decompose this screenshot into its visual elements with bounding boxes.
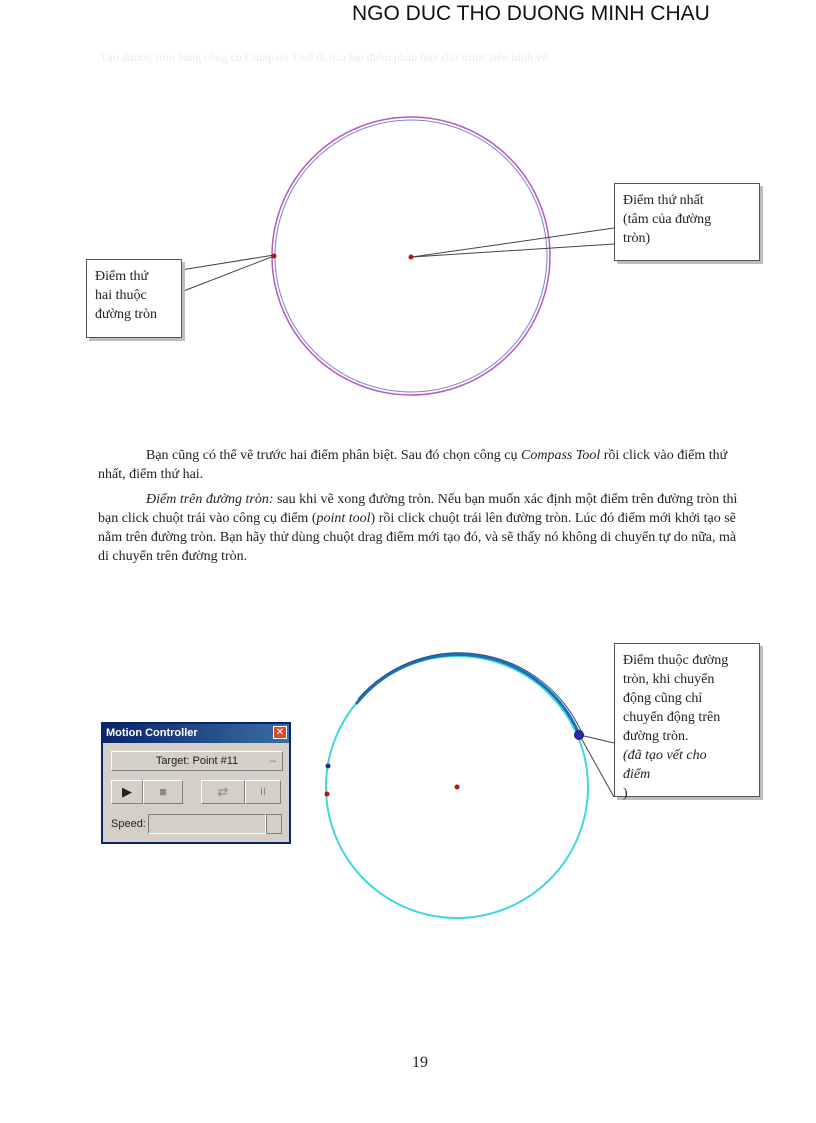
speed-label: Speed: xyxy=(111,818,146,830)
callout-edge-line-3: đường tròn xyxy=(95,307,158,322)
figure2-center-point xyxy=(455,785,460,790)
callout-fig2-line-3: động cũng chỉ xyxy=(623,691,703,706)
callout-fig2-line-1: Điểm thuộc đường xyxy=(623,653,729,668)
paragraph2-point-tool: point tool xyxy=(316,511,371,526)
paragraph2-lead: Điểm trên đường tròn: xyxy=(146,492,274,507)
callout-edge-point xyxy=(86,259,182,338)
play-button[interactable] xyxy=(111,780,143,804)
figure1-center-point xyxy=(409,255,414,260)
callout-center-leader-top xyxy=(412,228,614,257)
speed-input[interactable] xyxy=(148,814,266,834)
callout-center-point xyxy=(614,183,760,261)
stop-icon: ■ xyxy=(159,784,167,799)
figure2-moving-point xyxy=(575,731,584,740)
paragraph2-text-a: sau khi vẽ xong đường tròn. Nếu bạn muốn xác định một điểm trên đường tròn thì bạn click chuột trái vào công cụ điểm ( xyxy=(98,492,738,526)
direction-button[interactable] xyxy=(201,780,245,804)
page-number: 19 xyxy=(412,1054,428,1071)
callout-fig2-line-2: tròn, khi chuyển xyxy=(623,672,715,687)
callout-edge-line-2: hai thuộc xyxy=(95,288,147,303)
stop-button[interactable] xyxy=(143,780,183,804)
callout-edge-line-1: Điểm thứ xyxy=(95,269,149,284)
figure2-point-blue xyxy=(326,764,331,769)
motion-controller-title: Motion Controller xyxy=(106,727,198,739)
callout-fig2-line-6: (đã tạo vết cho xyxy=(623,748,707,763)
figure2-point-red xyxy=(325,792,330,797)
figure2-callout-leader-bottom xyxy=(580,736,614,797)
callout-center-line-3: tròn) xyxy=(623,231,651,246)
callout-fig2-line-5: đường tròn. xyxy=(623,729,689,744)
target-label: Target: Point #11 xyxy=(155,755,239,767)
paragraph1-compass-tool: Compass Tool xyxy=(521,448,601,463)
faint-scan-text: Tạo đường tròn bằng công cụ Compass Tool đi qua hai điểm phân biệt cho trước trên hình vẽ xyxy=(100,50,548,64)
paragraph2-text-b: ) rồi click chuột trái lên đường tròn. Lúc đó điểm mới khởi tạo sẽ nằm trên đường tròn. Bạn hãy thử dùng chuột drag điểm mới tạo đó, và sẽ thấy nó không di chuyển tự do nữa, mà di chuyển trên đường tròn. xyxy=(98,511,737,564)
chevron-down-icon: – xyxy=(269,755,276,767)
callout-center-line-1: Điểm thứ nhất xyxy=(623,193,704,208)
close-icon[interactable]: ✕ xyxy=(273,726,287,739)
pause-icon: II xyxy=(259,786,267,798)
callout-fig2-line-4: chuyển động trên xyxy=(623,710,721,725)
figure2-callout-leader-top xyxy=(580,735,614,743)
callout-fig2-line-7: điểm xyxy=(623,767,651,782)
speed-spinner[interactable] xyxy=(266,814,282,834)
paragraph1-text-b: rồi click vào điểm thứ nhất, điểm thứ hai. xyxy=(98,448,728,482)
callout-center-leader-bottom xyxy=(412,244,614,257)
motion-controller-titlebar[interactable] xyxy=(103,724,289,743)
pause-button[interactable] xyxy=(245,780,281,804)
paragraph-compass-tool xyxy=(98,446,738,484)
paragraph1-text-a: Bạn cũng có thể vẽ trước hai điểm phân biệt. Sau đó chọn công cụ xyxy=(146,448,521,463)
play-icon: ▶ xyxy=(122,784,132,799)
target-dropdown[interactable] xyxy=(111,751,283,771)
page-header: NGO DUC THO DUONG MINH CHAU xyxy=(352,2,710,25)
figure2-trace-arc xyxy=(356,655,579,734)
callout-point-on-circle xyxy=(614,643,760,801)
motion-controller-window xyxy=(101,722,291,844)
paragraph-point-on-circle xyxy=(98,490,738,566)
figure1-edge-point xyxy=(272,254,277,259)
callout-edge-leader-top xyxy=(181,255,274,270)
callout-edge-leader-bottom xyxy=(181,256,274,292)
callout-center-line-2: (tâm của đường xyxy=(623,212,712,227)
callout-fig2-tail: ) xyxy=(623,786,628,801)
direction-icon: ⇄ xyxy=(217,784,229,799)
